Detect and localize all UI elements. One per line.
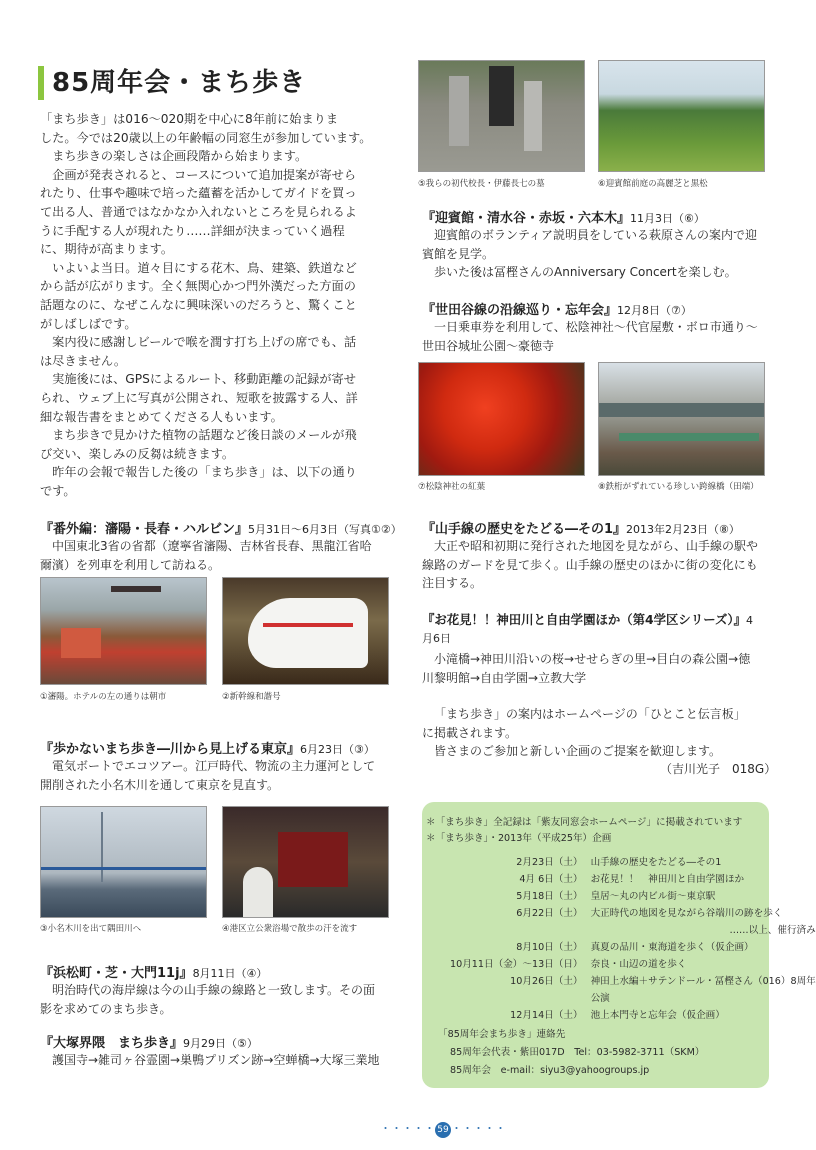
intro-line: いよいよ当日。道々目にする花木、鳥、建築、鉄道など	[40, 260, 357, 275]
schedule-event: 大正時代の地図を見ながら谷端川の跡を歩く	[590, 908, 783, 919]
schedule-event: 神田上水編＋サテンドール・冨樫さん（016）8周年	[590, 976, 816, 987]
section-title-overseas: 『番外編：瀋陽・長春・ハルビン』5月31日～6月3日（写真①②）	[40, 522, 402, 537]
intro-line: 「まち歩き」は016～020期を中心に8年前に始まりま	[40, 112, 339, 126]
intro-line: られ、ウェブ上に写真が公開され、短歌を披露する人、詳	[40, 390, 358, 405]
intro-line: は尽きません。	[40, 353, 127, 368]
schedule-date: 10月11日（金）～13日（日）	[450, 959, 583, 970]
schedule-row	[450, 956, 816, 973]
intro-line: 細な報告書をまとめてくださる人もいます。	[40, 409, 283, 424]
schedule-row	[450, 1007, 816, 1024]
schedule-row	[450, 888, 816, 905]
section-title-hamamatsucho: 『浜松町・芝・大門11j』8月11日（④）	[40, 966, 268, 981]
schedule-event: 奈良・山辺の道を歩く	[590, 959, 687, 970]
section-body-yamanote: 大正や昭和初期に発行された地図を見ながら、山手線の駅や 線路のガードを見て歩く。山手線の歴史のほかに街の変化にも 注目する。	[422, 539, 759, 590]
caption-photo-2: ②新幹線和諧号	[222, 692, 281, 702]
photo-public-bath	[222, 806, 389, 918]
schedule-row	[450, 922, 816, 939]
title-accent-bar	[38, 66, 44, 100]
schedule-event: ……以上、催行済み	[729, 925, 816, 936]
caption-photo-4: ④港区立公衆浴場で散歩の汗を流す	[222, 924, 358, 934]
intro-line: に、期待が高まります。	[40, 242, 174, 257]
schedule-date: 6月22日（土）	[516, 908, 583, 919]
photo-shenyang-market	[40, 577, 207, 685]
schedule-row	[450, 871, 816, 888]
caption-photo-5: ⑤我らの初代校長・伊藤長七の墓	[418, 179, 545, 189]
contact-email[interactable]: 85周年会 e-mail：siyu3@yahoogroups.jp	[450, 1065, 650, 1076]
schedule-event: 山手線の歴史をたどる―その1	[590, 857, 722, 868]
intro-line: 案内役に感謝しビールで喉を潤す打ち上げの席でも、話	[40, 335, 357, 350]
box-note-record: ＊「まち歩き」全記録は「紫友同窓会ホームページ」に掲載されています	[426, 817, 743, 828]
schedule-row	[450, 990, 816, 1007]
contact-title: 「85周年会まち歩き」連絡先	[438, 1029, 566, 1040]
schedule-row	[450, 939, 816, 956]
contact-phone: 85周年会代表・紫田017D Tel：03-5982-3711（SKM）	[450, 1047, 705, 1058]
schedule-row	[450, 854, 816, 871]
schedule-row	[450, 973, 816, 990]
section-body-boat: 電気ボートでエコツアー。江戸時代、物流の主力運河として 開削された小名木川を通して東京を見直す。	[40, 759, 376, 792]
schedule-row	[450, 905, 816, 922]
photo-geihinkan-lawn	[598, 60, 765, 172]
section-body-hamamatsucho: 明治時代の海岸線は今の山手線の線路と一致します。その面 影を求めてのまち歩き。	[40, 983, 376, 1016]
schedule-table	[450, 854, 816, 1024]
intro-line: 企画が発表されると、コースについて追加提案が寄せら	[40, 167, 357, 182]
schedule-event: 池上本門寺と忘年会（仮企画）	[590, 1010, 725, 1021]
section-body-otsuka: 護国寺→雑司ヶ谷霊園→巣鴨プリズン跡→空蝉橋→大塚三業地	[52, 1053, 380, 1067]
section-title-boat: 『歩かないまち歩き―川から見上げる東京』6月23日（③）	[40, 742, 375, 757]
intro-line: がしばしばです。	[40, 316, 137, 331]
page-number-value: 59	[435, 1122, 451, 1138]
caption-photo-1: ①瀋陽。ホテルの左の通りは朝市	[40, 692, 167, 702]
caption-photo-7: ⑦松陰神社の紅葉	[418, 482, 486, 492]
section-body-ohanami: 小滝橋→神田川沿いの桜→せせらぎの里→目白の森公園→徳 川黎明館→自由学園→立教大学	[422, 652, 751, 685]
schedule-date	[450, 990, 591, 1007]
photo-grave	[418, 60, 585, 172]
section-title-otsuka: 『大塚界隈 まち歩き』9月29日（⑤）	[40, 1036, 258, 1051]
intro-line: まち歩きの楽しさは企画段階から始まります。	[40, 149, 308, 164]
photo-railway-bridge	[598, 362, 765, 476]
section-title-geihinkan: 『迎賓館・清水谷・赤坂・六本木』11月3日（⑥）	[422, 211, 705, 226]
schedule-date: 12月14日（土）	[510, 1010, 583, 1021]
caption-photo-3: ③小名木川を出て隅田川へ	[40, 924, 142, 934]
schedule-date	[450, 922, 591, 939]
intro-line: まち歩きで見かけた植物の話題など後日談のメールが飛	[40, 428, 357, 443]
intro-line: した。今では20歳以上の年齢幅の同窓生が参加しています。	[40, 130, 372, 145]
schedule-date: 2月23日（土）	[516, 857, 583, 868]
section-title-setagaya: 『世田谷線の沿線巡り・忘年会』12月8日（⑦）	[422, 303, 692, 318]
page-number: ・・・・・ 59 ・・・・・	[380, 1120, 506, 1138]
intro-line: れたり、仕事や趣味で培った蘊蓄を活かしてガイドを買っ	[40, 186, 357, 201]
page-title: 85周年会・まち歩き	[52, 68, 307, 98]
section-date-ohanami: 月6日	[422, 632, 451, 645]
box-note-plan: ＊「まち歩き」・2013年（平成25年）企画	[426, 833, 612, 844]
intro-line: 昨年の会報で報告した後の「まち歩き」は、以下の通り	[40, 465, 357, 480]
intro-line: 話題なのに、なぜこんなに興味深いのだろうと、驚くこと	[40, 297, 357, 312]
caption-photo-6: ⑥迎賓館前庭の高麗芝と黒松	[598, 179, 708, 189]
schedule-date: 10月26日（土）	[510, 976, 583, 987]
section-body-setagaya: 一日乗車券を利用して、松陰神社～代官屋敷・ボロ市通り～ 世田谷城址公園～豪徳寺	[422, 320, 758, 353]
photo-autumn-leaves	[418, 362, 585, 476]
section-title-ohanami: 『お花見！！神田川と自由学園ほか（第4学区シリーズ）』4	[422, 612, 753, 627]
closing-text: 「まち歩き」の案内はホームページの「ひとこと伝言板」 に掲載されます。 皆さまのご参加と新しい企画のご提案を歓迎します。	[422, 707, 746, 758]
author: （吉川光子 018G）	[660, 762, 777, 776]
section-body-geihinkan: 迎賓館のボランティア説明員をしている萩原さんの案内で迎 賓館を見学。 歩いた後は冨樫さんのAnniversary Concertを楽しむ。	[422, 228, 758, 279]
photo-bullet-train	[222, 577, 389, 685]
intro-line: 実施後には、GPSによるルート、移動距離の記録が寄せ	[40, 372, 356, 387]
intro-line: です。	[40, 483, 76, 498]
schedule-event: 皇居～丸の内ビル街～東京駅	[590, 891, 716, 902]
section-title-yamanote: 『山手線の歴史をたどる―その1』2013年2月23日（⑧）	[422, 522, 740, 537]
section-body-overseas: 中国東北3省の省都（遼寧省瀋陽、吉林省長春、黒龍江省哈 爾濱）を列車を利用して訪ねる。	[40, 539, 372, 572]
schedule-event: 真夏の品川・東海道を歩く（仮企画）	[590, 942, 754, 953]
schedule-date: 8月10日（土）	[516, 942, 583, 953]
schedule-date: 5月18日（土）	[516, 891, 583, 902]
schedule-box	[422, 802, 816, 1088]
schedule-event: 公演	[590, 993, 610, 1004]
caption-photo-8: ⑧鉄桁がずれている珍しい跨線橋（田端）	[598, 482, 759, 492]
schedule-date: 4月 6日（土）	[519, 874, 583, 885]
schedule-event: お花見！！ 神田川と自由学園ほか	[590, 874, 745, 885]
intro-text	[40, 110, 400, 500]
intro-line: び交い、楽しみの反芻は続きます。	[40, 446, 235, 461]
intro-line: て出る人、普通ではなかなか入れないところを見られるよ	[40, 204, 357, 219]
photo-onagi-river	[40, 806, 207, 918]
intro-line: から話が広がります。全く無関心かつ門外漢だった方面の	[40, 279, 356, 294]
intro-line: うに手配する人が現れたり……詳細が決まっていく過程	[40, 223, 345, 238]
